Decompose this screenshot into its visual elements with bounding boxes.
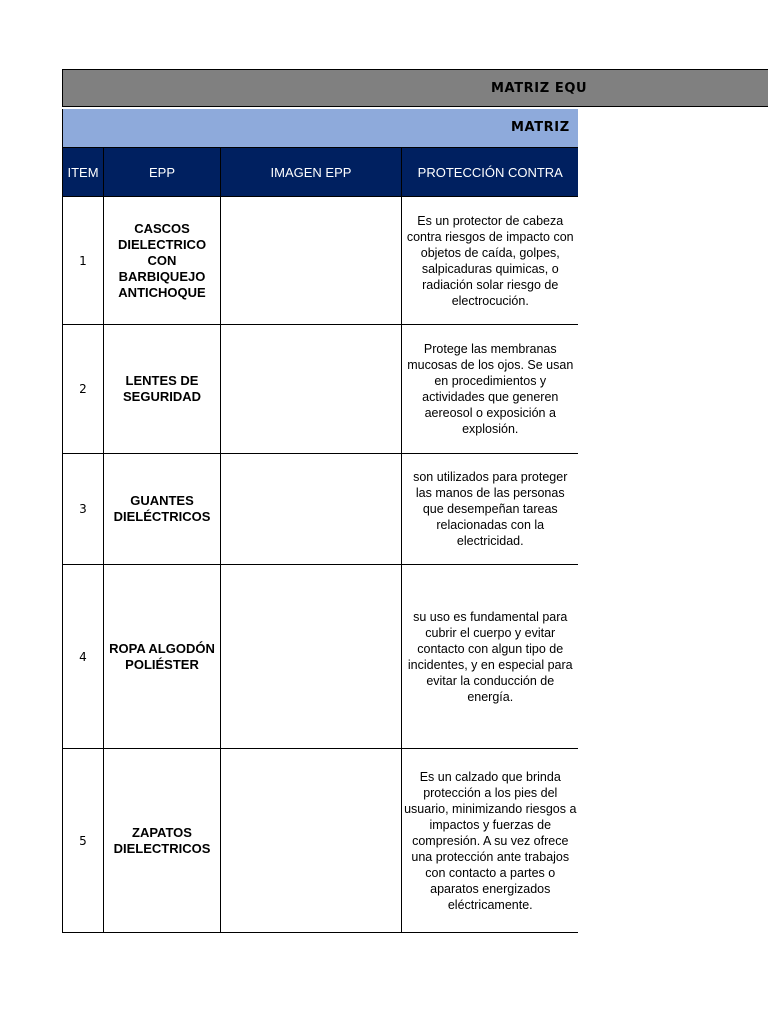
protection-description: son utilizados para proteger las manos de las personas que desempeñan tareas relacionadas con la electricidad. [402,454,579,565]
item-number: 2 [63,325,104,454]
matrix-title: MATRIZ EQU [491,81,588,96]
column-header-imagen: IMAGEN EPP [221,148,402,197]
table-row [63,454,579,565]
protection-description: Protege las membranas mucosas de los ojos. Se usan en procedimientos y actividades que generen aereosol o exposición a explosión. [402,325,579,454]
table-row [63,197,579,325]
column-header-epp: EPP [104,148,221,197]
epp-table [62,147,579,933]
page-cut-mask [578,108,768,1008]
epp-image-cell [221,197,402,325]
epp-name: ZAPATOS DIELECTRICOS [104,749,221,933]
title-band [62,69,768,107]
epp-image-cell [221,565,402,749]
protection-description: Es un calzado que brinda protección a los pies del usuario, minimizando riesgos a impactos y fuerzas de compresión. A su vez ofrece una protección ante trabajos con contacto a partes o aparatos energizados eléctricamente. [402,749,579,933]
table-header-row [63,148,579,197]
item-number: 1 [63,197,104,325]
item-number: 4 [63,565,104,749]
matrix-subtitle: MATRIZ [511,120,570,135]
epp-image-cell [221,454,402,565]
epp-name: GUANTES DIELÉCTRICOS [104,454,221,565]
item-number: 5 [63,749,104,933]
epp-name: LENTES DE SEGURIDAD [104,325,221,454]
epp-name: CASCOS DIELECTRICO CON BARBIQUEJO ANTICHOQUE [104,197,221,325]
column-header-proteccion: PROTECCIÓN CONTRA [402,148,579,197]
item-number: 3 [63,454,104,565]
protection-description: su uso es fundamental para cubrir el cuerpo y evitar contacto con algun tipo de incidentes, y en especial para evitar la conducción de energía. [402,565,579,749]
table-row [63,749,579,933]
table-row [63,565,579,749]
table-row [63,325,579,454]
column-header-item: ITEM [63,148,104,197]
protection-description: Es un protector de cabeza contra riesgos de impacto con objetos de caída, golpes, salpicaduras quimicas, o radiación solar riesgo de electrocución. [402,197,579,325]
epp-image-cell [221,325,402,454]
epp-name: ROPA ALGODÓNPOLIÉSTER [104,565,221,749]
epp-image-cell [221,749,402,933]
